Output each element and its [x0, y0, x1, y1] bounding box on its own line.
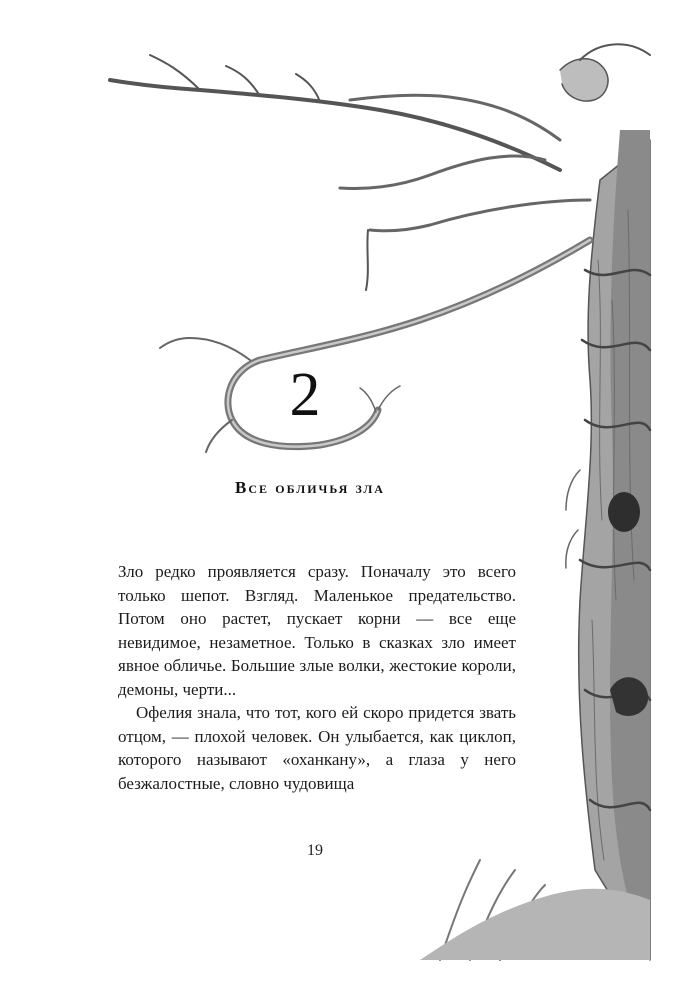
paragraph: Зло редко проявляется сразу. Поначалу это всего только шепот. Взгляд. Маленькое предательство. Потом оно растет, пускает корни — все еще невидимое, незаметное. Только в сказках зло имеет явное обличье. Большие злые волки, жестокие короли, демоны, черти...	[118, 562, 516, 699]
page-number: 19	[307, 842, 323, 859]
paragraph: Офелия знала, что тот, кого ей скоро придется звать отцом, — плохой человек. Он улыбается, как циклоп, которого называют «оханкану», а глаза у него безжалостные, словно чудовища	[118, 703, 516, 793]
chapter-title: Все обличья зла	[235, 478, 385, 497]
chapter-number: 2	[289, 361, 321, 429]
body-text	[118, 560, 516, 795]
